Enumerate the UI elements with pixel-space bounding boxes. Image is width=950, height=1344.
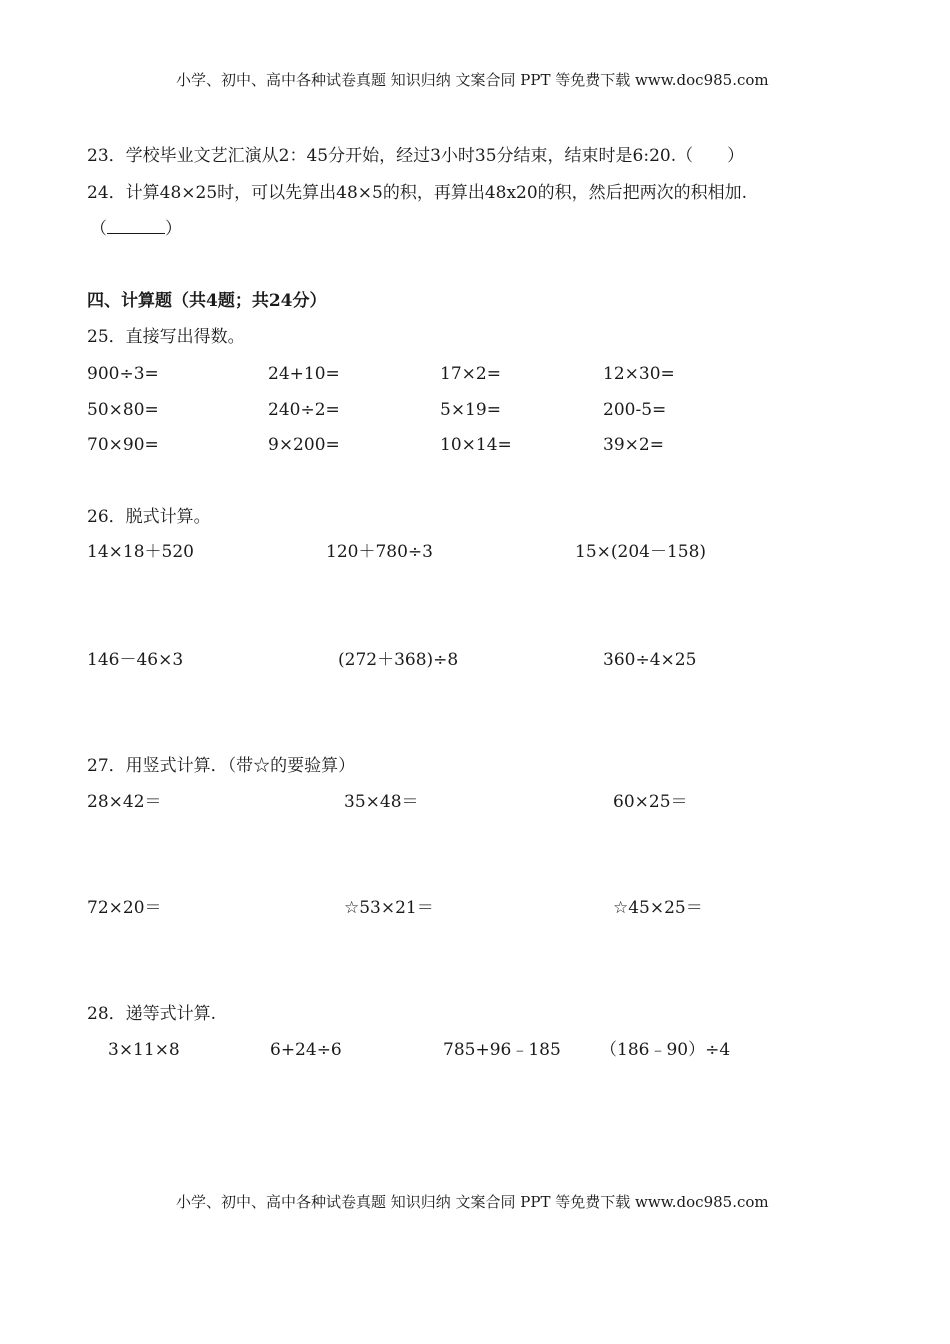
q26-item: 360÷4×25	[603, 650, 697, 670]
q26-item: 120＋780÷3	[326, 542, 433, 562]
question-25-title: 25．直接写出得数。	[87, 327, 245, 347]
answer-close-paren: ）	[165, 219, 182, 239]
question-28-title: 28．递等式计算.	[87, 1004, 217, 1024]
page-header: 小学、初中、高中各种试卷真题 知识归纳 文案合同 PPT 等免费下载 www.doc985.com	[176, 71, 769, 89]
q28-item: 3×11×8	[108, 1040, 180, 1060]
q27-item: 35×48＝	[344, 792, 419, 812]
question-24: 24．计算48×25时，可以先算出48×5的积，再算出48x20的积，然后把两次的积相加.	[87, 183, 748, 203]
q28-item: 6+24÷6	[270, 1040, 342, 1060]
section-4-title: 四、计算题（共4题；共24分）	[87, 291, 327, 311]
q26-item: 146－46×3	[87, 650, 184, 670]
q27-item: ☆53×21＝	[344, 898, 434, 918]
q27-item: 60×25＝	[613, 792, 688, 812]
answer-blank	[107, 219, 165, 234]
q27-item: 28×42＝	[87, 792, 162, 812]
question-26-title: 26．脱式计算。	[87, 507, 211, 527]
q25-cell: 9×200=	[268, 435, 340, 455]
q26-item: 15×(204－158)	[575, 542, 707, 562]
question-24-answer	[90, 219, 182, 239]
q25-cell: 200-5=	[603, 400, 667, 420]
q27-item: 72×20＝	[87, 898, 162, 918]
q26-item: 14×18＋520	[87, 542, 194, 562]
question-27-title: 27．用竖式计算．（带☆的要验算）	[87, 756, 356, 776]
question-23: 23．学校毕业文艺汇演从2：45分开始，经过3小时35分结束，结束时是6:20.（ ）	[87, 146, 745, 166]
q25-cell: 50×80=	[87, 400, 159, 420]
q25-cell: 70×90=	[87, 435, 159, 455]
page-footer: 小学、初中、高中各种试卷真题 知识归纳 文案合同 PPT 等免费下载 www.doc985.com	[176, 1193, 769, 1211]
q28-item: 785+96﹣185	[443, 1040, 561, 1060]
q25-cell: 5×19=	[440, 400, 501, 420]
q27-item: ☆45×25＝	[613, 898, 703, 918]
q25-cell: 10×14=	[440, 435, 512, 455]
answer-open-paren: （	[90, 219, 107, 239]
q26-item: (272＋368)÷8	[338, 650, 459, 670]
q25-cell: 240÷2=	[268, 400, 340, 420]
q25-cell: 900÷3=	[87, 364, 159, 384]
q25-cell: 12×30=	[603, 364, 675, 384]
q25-cell: 39×2=	[603, 435, 664, 455]
q28-item: （186﹣90）÷4	[600, 1040, 731, 1060]
q25-cell: 24+10=	[268, 364, 340, 384]
q25-cell: 17×2=	[440, 364, 501, 384]
